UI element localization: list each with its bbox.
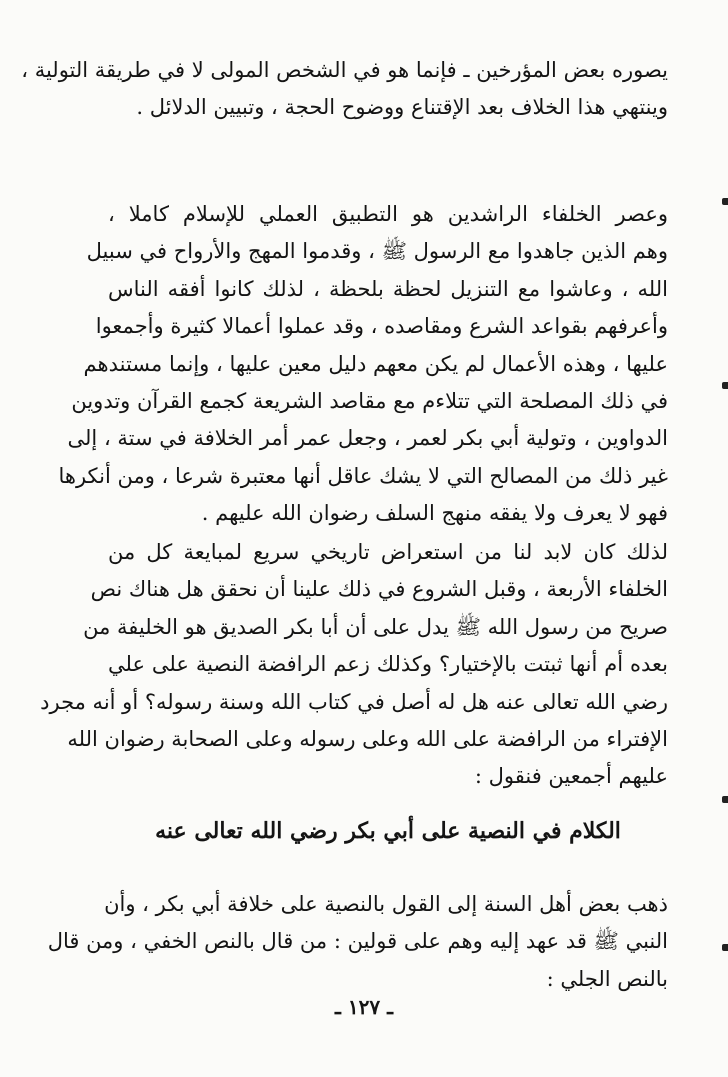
text-line: يصوره بعض المؤرخين ـ فإنما هو في الشخص المولى لا في طريقة التولية ، <box>21 58 668 82</box>
text-line: وينتهي هذا الخلاف بعد الإقتناع ووضوح الحجة ، وتبيين الدلائل . <box>136 95 668 120</box>
paragraph-3 <box>40 534 668 796</box>
paragraph-4 <box>47 886 668 998</box>
text-line: فهو لا يعرف ولا يفقه منهج السلف رضوان الله عليهم . <box>201 501 668 526</box>
text-line: الإفتراء من الرافضة على الله وعلى رسوله وعلى الصحابة رضوان الله <box>67 727 668 752</box>
scan-edge-mark <box>722 198 728 205</box>
text-line: ذهب بعض أهل السنة إلى القول بالنصية على خلافة أبي بكر ، وأن <box>104 892 668 916</box>
section-heading: الكلام في النصية على أبي بكر رضي الله تعالى عنه <box>155 818 621 844</box>
text-line: عليهم أجمعين فنقول : <box>474 764 668 789</box>
text-line: رضي الله تعالى عنه هل له أصل في كتاب الله وسنة رسوله؟ أو أنه مجرد <box>40 689 668 714</box>
scan-edge-mark <box>722 944 728 951</box>
text-line: الدواوين ، وتولية أبي بكر لعمر ، وجعل عمر أمر الخلافة في ستة ، إلى <box>67 426 668 451</box>
text-line: صريح من رسول الله ﷺ يدل على أن أبا بكر الصديق هو الخليفة من <box>83 614 668 639</box>
page-number: ـ ١٢٧ ـ <box>335 995 393 1019</box>
text-line: وأعرفهم بقواعد الشرع ومقاصده ، وقد عملوا أعمالا كثيرة وأجمعوا <box>95 314 668 339</box>
text-line: بعده أم أنها ثبتت بالإختيار؟ وكذلك زعم الرافضة النصية على علي <box>108 652 668 677</box>
text-line: النبي ﷺ قد عهد إليه وهم على قولين : من قال بالنص الخفي ، ومن قال <box>47 929 668 954</box>
text-line: بالنص الجلي : <box>546 966 668 991</box>
text-line: لذلك كان لابد لنا من استعراض تاريخي سريع لمبايعة كل من <box>108 540 668 564</box>
text-line: في ذلك المصلحة التي تتلاءم مع مقاصد الشريعة كجمع القرآن وتدوين <box>71 389 668 414</box>
text-line: الخلفاء الأربعة ، وقبل الشروع في ذلك علينا أن نحقق هل هناك نص <box>90 577 668 602</box>
scan-edge-mark <box>722 796 728 803</box>
text-line: عليها ، وهذه الأعمال لم يكن معهم دليل معين عليها ، وإنما مستندهم <box>83 351 668 376</box>
paragraph-2 <box>58 196 668 533</box>
paragraph-1 <box>21 52 668 127</box>
text-line: وعصر الخلفاء الراشدين هو التطبيق العملي للإسلام كاملا ، <box>108 202 668 226</box>
text-line: غير ذلك من المصالح التي لا يشك عاقل أنها معتبرة شرعا ، ومن أنكرها <box>58 463 668 488</box>
text-line: وهم الذين جاهدوا مع الرسول ﷺ ، وقدموا المهج والأرواح في سبيل <box>86 239 668 264</box>
scan-edge-mark <box>722 382 728 389</box>
text-line: الله ، وعاشوا مع التنزيل لحظة بلحظة ، لذلك كانوا أفقه الناس <box>108 276 668 301</box>
